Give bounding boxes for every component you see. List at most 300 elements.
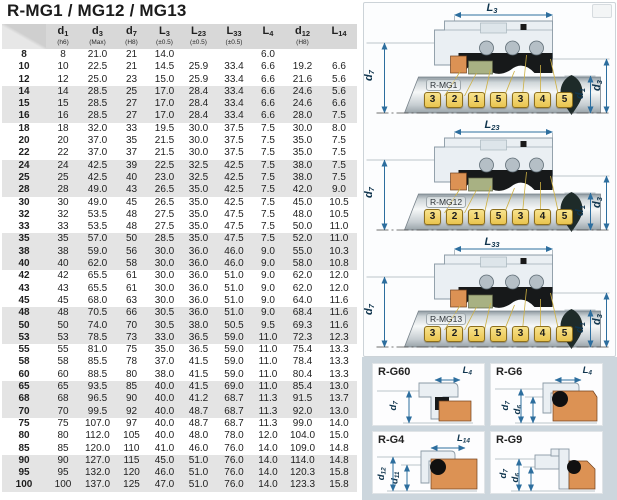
cell: 115 [115, 455, 148, 467]
cell: 45 [57, 294, 69, 306]
cell: 50 [115, 233, 148, 245]
cell: 125 [115, 479, 148, 491]
cell: 66 [115, 307, 148, 319]
cell: 92 [115, 406, 148, 418]
cell: 30.0 [148, 246, 181, 258]
cell: 7.5 [261, 122, 275, 134]
cell: 11.3 [252, 393, 284, 405]
cell: 36.0 [181, 307, 216, 319]
dim-label-d7: $d_7$ [387, 400, 400, 410]
cell: 24 [46, 160, 80, 172]
cell: 28.4 [181, 86, 216, 98]
detail-card-g60 [372, 363, 485, 426]
cell: 36.0 [188, 294, 209, 306]
cell: 35.0 [154, 344, 175, 356]
callout-chip: 5 [490, 326, 507, 342]
cell: 51.0 [216, 307, 252, 319]
cell: 120.0 [84, 442, 111, 454]
cell: 114.0 [284, 455, 321, 467]
row-label: 33 [18, 221, 30, 233]
cell: 50 [46, 320, 80, 332]
cell: 35.0 [181, 233, 216, 245]
cell: 38.0 [154, 368, 175, 380]
cell: 46.0 [188, 442, 209, 454]
cell: 35.0 [292, 147, 313, 159]
cell: 30.0 [154, 282, 175, 294]
cell: 38.0 [284, 160, 321, 172]
cell: 73 [115, 332, 148, 344]
cell: 120.3 [284, 467, 321, 479]
cell: 12.0 [329, 282, 349, 294]
cell: 25.9 [188, 61, 209, 73]
cell: 28.4 [181, 110, 216, 122]
cell: 11.0 [258, 356, 278, 368]
dim-label-d11: $d_{11}$ [389, 470, 402, 484]
dim-label-l23: $L_{23}$ [484, 119, 500, 132]
cell: 7.5 [321, 172, 357, 184]
row-label: 14 [2, 86, 46, 98]
row-label: 75 [18, 417, 30, 429]
row-label: 35 [2, 233, 46, 245]
cell: 14.0 [329, 417, 349, 429]
callout-chip: 3 [424, 209, 441, 225]
cell: 43 [115, 184, 148, 196]
cell: 68 [46, 393, 80, 405]
cell: 123.3 [284, 479, 321, 491]
cell: 53.5 [87, 208, 108, 220]
cell: 21 [125, 61, 138, 73]
cell: 7.5 [332, 135, 346, 147]
cell: 33.4 [216, 86, 252, 98]
cell: 65 [46, 381, 80, 393]
cell: 42 [57, 270, 69, 282]
cell: 30.0 [188, 135, 209, 147]
dim-label-d7: $d_7$ [362, 187, 376, 198]
cell: 27.5 [154, 208, 175, 220]
callout-chip: 1 [468, 326, 485, 342]
cell: 41.5 [188, 356, 209, 368]
cell: 7.5 [321, 110, 357, 122]
row-label: 43 [18, 282, 30, 294]
cell: 12.0 [329, 270, 349, 282]
cell: 32.0 [87, 122, 108, 134]
cell: 37 [125, 147, 138, 159]
cell: 13.0 [321, 406, 357, 418]
cell: 91.5 [284, 393, 321, 405]
table-row [2, 356, 357, 368]
cell: 93.5 [80, 381, 115, 393]
cell: 49.0 [87, 196, 108, 208]
cell: 63 [125, 294, 138, 306]
cell: 28.5 [80, 86, 115, 98]
cell: 8.0 [332, 122, 346, 134]
detail-card-g4 [372, 431, 485, 494]
cell: 37.0 [154, 356, 175, 368]
cell: 58.0 [284, 258, 321, 270]
cell: 21.6 [292, 73, 313, 85]
cell: 75 [57, 417, 69, 429]
cell: 49.0 [80, 184, 115, 196]
cell: 37.0 [87, 147, 108, 159]
cell: 30.0 [292, 122, 313, 134]
row-label: 22 [18, 147, 30, 159]
cell: 96.5 [80, 393, 115, 405]
cell: 59.0 [80, 246, 115, 258]
cell: 59.0 [224, 368, 244, 380]
cell: 37.5 [224, 135, 244, 147]
cell: 80 [57, 430, 69, 442]
row-label: 45 [18, 294, 30, 306]
callout-chip: 3 [424, 326, 441, 342]
table-row [2, 49, 357, 61]
cell: 33 [57, 221, 69, 233]
table-row [2, 369, 357, 381]
cell: 72.3 [284, 332, 321, 344]
cell: 120 [115, 467, 148, 479]
cell: 39 [115, 160, 148, 172]
cell: 78.4 [292, 356, 313, 368]
table-row [2, 332, 357, 344]
cell: 27 [115, 98, 148, 110]
cell: 7.5 [261, 208, 275, 220]
cell: 28.5 [80, 110, 115, 122]
cell: 12 [57, 73, 69, 85]
seat-cross-section-drawing [373, 375, 486, 425]
cell: 19.2 [292, 61, 313, 73]
table-row [2, 479, 357, 491]
callout-chip: 5 [556, 326, 573, 342]
cell: 58 [57, 356, 69, 368]
cell: 15 [46, 98, 80, 110]
cell: 38 [46, 246, 80, 258]
cell: 90 [115, 393, 148, 405]
cell: 10.3 [321, 246, 357, 258]
table-row [2, 110, 357, 122]
row-label: 90 [2, 455, 46, 467]
cell: 48.0 [292, 208, 313, 220]
cell: 58 [115, 258, 148, 270]
row-label: 68 [2, 393, 46, 405]
cell: 35 [46, 233, 80, 245]
cell: 11.0 [258, 368, 278, 380]
cell: 23 [125, 73, 138, 85]
table-row [2, 467, 357, 479]
callout-chip: 3 [424, 92, 441, 108]
row-label: 50 [2, 320, 46, 332]
cell: 33.4 [224, 61, 244, 73]
cell: 35.0 [292, 135, 313, 147]
cell: 7.5 [252, 160, 284, 172]
cell: 15.0 [329, 430, 349, 442]
cell: 9.0 [261, 294, 275, 306]
cell: 16 [46, 110, 80, 122]
cell: 137.0 [80, 479, 115, 491]
cell: 36.5 [181, 332, 216, 344]
row-label: 85 [18, 442, 30, 454]
cell: 10.5 [329, 196, 349, 208]
column-header: $L_{14}$ [321, 24, 357, 49]
cell: 95 [46, 467, 80, 479]
table-row [2, 320, 357, 332]
cell: 33.4 [216, 110, 252, 122]
cell: 25 [115, 86, 148, 98]
row-label: 15 [2, 98, 46, 110]
cell: 21 [125, 49, 138, 60]
cell: 35.0 [181, 184, 216, 196]
cell: 25.9 [188, 73, 209, 85]
seal-diagrams-card [363, 2, 616, 357]
cell: 40 [46, 258, 80, 270]
cell: 30.0 [188, 147, 209, 159]
cell: 40.0 [154, 417, 175, 429]
cell: 70 [46, 406, 80, 418]
dim-label-d7: $d_7$ [362, 70, 376, 81]
row-label: 65 [2, 381, 46, 393]
cell: 30.5 [148, 307, 181, 319]
row-label: 38 [2, 246, 46, 258]
cell: 6.6 [332, 61, 346, 73]
cell: 35.0 [188, 208, 209, 220]
cell: 69.0 [216, 381, 252, 393]
cell: 22.5 [87, 61, 108, 73]
cell: 11.6 [329, 294, 349, 306]
cell: 68.0 [87, 294, 108, 306]
cell: 70 [115, 320, 148, 332]
cell: 11.0 [252, 381, 284, 393]
cell: 48 [125, 221, 138, 233]
cell: 30.5 [148, 320, 181, 332]
table-row [2, 98, 357, 110]
cell [321, 49, 357, 61]
cell: 38.0 [284, 172, 321, 184]
cell: 26.5 [154, 196, 175, 208]
dim-label-l4: $L_4$ [582, 365, 592, 377]
cell: 41.5 [188, 368, 209, 380]
dim-label-d3: $d_3$ [590, 197, 604, 208]
table-row [2, 430, 357, 442]
cell: 52.0 [284, 233, 321, 245]
cell: 35.0 [188, 221, 209, 233]
cell: 75.4 [292, 344, 313, 356]
table-row [2, 381, 357, 393]
dim-label-d1: $d_1$ [573, 205, 587, 216]
detail-card-g6 [490, 363, 603, 426]
cell: 36.0 [181, 258, 216, 270]
cell: 28.4 [181, 98, 216, 110]
cell: 10.8 [321, 258, 357, 270]
cell: 24.6 [284, 86, 321, 98]
cell: 7.5 [261, 196, 275, 208]
cell: 64.0 [292, 294, 313, 306]
cell: 51.0 [224, 270, 244, 282]
cell: 99.5 [80, 406, 115, 418]
cell: 30.0 [154, 270, 175, 282]
cell: 6.6 [252, 110, 284, 122]
cell: 47.5 [224, 208, 244, 220]
callout-chip: 5 [556, 209, 573, 225]
cell: 20 [57, 135, 69, 147]
seal-diagram-mg1 [364, 3, 615, 120]
cell: 11.3 [252, 406, 284, 418]
cell: 47.0 [148, 479, 181, 491]
callout-chip: 2 [446, 326, 463, 342]
cell: 68.7 [216, 406, 252, 418]
callout-chip: 3 [512, 92, 529, 108]
cell: 33.0 [148, 332, 181, 344]
dim-label-d1: $d_1$ [573, 322, 587, 333]
cell: 9.0 [261, 282, 275, 294]
cell: 69.3 [284, 320, 321, 332]
cell: 13.3 [329, 344, 349, 356]
cell: 40.0 [148, 381, 181, 393]
cell: 41.5 [181, 381, 216, 393]
row-label: 55 [18, 344, 30, 356]
cell: 53 [46, 332, 80, 344]
dim-label-d12: $d_{12}$ [375, 466, 388, 480]
dim-label-l3: $L_3$ [486, 2, 498, 15]
table-row [2, 74, 357, 86]
cell: 17.0 [148, 86, 181, 98]
cell: 15.0 [154, 73, 175, 85]
callout-chip: 4 [534, 209, 551, 225]
cell: 55.0 [284, 246, 321, 258]
cell: 7.5 [332, 147, 346, 159]
cell: 47.5 [224, 221, 244, 233]
table-row [2, 258, 357, 270]
cell: 59.0 [224, 356, 244, 368]
cell: 70.5 [80, 307, 115, 319]
cell: 38.0 [181, 320, 216, 332]
cell: 76.0 [224, 442, 244, 454]
cell: 32 [57, 208, 69, 220]
table-row [2, 86, 357, 98]
cell: 13.3 [329, 356, 349, 368]
row-label: 18 [18, 122, 30, 134]
row-label: 12 [18, 73, 30, 85]
seal-diagram-mg12 [364, 120, 615, 237]
cell: 14.0 [258, 442, 278, 454]
cell: 68.4 [284, 307, 321, 319]
row-label: 32 [18, 208, 30, 220]
table-row [2, 418, 357, 430]
row-label: 42 [18, 270, 30, 282]
cell: 62.0 [292, 282, 313, 294]
callout-chip: 2 [446, 209, 463, 225]
cell: 51.0 [224, 282, 244, 294]
cell: 6.6 [261, 73, 275, 85]
cell: 112.0 [85, 430, 110, 442]
cell: 41.0 [154, 442, 175, 454]
cell: 51.0 [181, 467, 216, 479]
cell: 37.0 [87, 135, 108, 147]
row-label: 70 [2, 406, 46, 418]
cell: 62.0 [292, 270, 313, 282]
cell: 45 [125, 196, 138, 208]
column-header: $L_3$ (±0.5) [148, 24, 181, 49]
cell: 85 [115, 381, 148, 393]
cell: 85 [57, 442, 69, 454]
cell: 92.0 [284, 406, 321, 418]
cell: 48.7 [181, 406, 216, 418]
cell: 9.0 [252, 246, 284, 258]
cell: 59.0 [224, 344, 244, 356]
callout-chip: 1 [468, 92, 485, 108]
cell: 51.0 [224, 294, 244, 306]
cell: 6.6 [261, 61, 275, 73]
cell: 22.5 [148, 160, 181, 172]
cell: 68.7 [216, 393, 252, 405]
dim-label-l14: $L_{14}$ [456, 433, 470, 445]
table-row [2, 295, 357, 307]
column-header: $d_1$ (h6) [46, 24, 80, 49]
cell: 42.5 [216, 184, 252, 196]
cell: 59.0 [216, 332, 252, 344]
cell: 9.0 [261, 270, 275, 282]
cell: 78 [125, 356, 138, 368]
cell: 9.0 [252, 258, 284, 270]
table-row [2, 344, 357, 356]
dim-label-l33: $L_{33}$ [484, 236, 500, 249]
cell: 14.8 [321, 455, 357, 467]
dim-label-d7: $d_7$ [497, 468, 510, 478]
table-row [2, 270, 357, 282]
cell: 7.5 [321, 160, 357, 172]
column-header: $L_{23}$ (±0.5) [181, 24, 216, 49]
cell: 46.0 [216, 258, 252, 270]
cell: 36.0 [188, 282, 209, 294]
cell: 26.5 [148, 184, 181, 196]
cell: 78.5 [80, 332, 115, 344]
cell: 12.0 [258, 430, 278, 442]
diagram-label: R-MG13 [426, 313, 466, 325]
cell: 25 [46, 172, 80, 184]
cell: 8 [60, 49, 66, 60]
cell: 97 [125, 417, 138, 429]
cell: 19.5 [154, 122, 175, 134]
cell: 17.0 [148, 98, 181, 110]
dim-label-d6: $d_6$ [511, 404, 524, 414]
cell: 51.0 [181, 455, 216, 467]
cell: 42.5 [216, 160, 252, 172]
cell: 24.6 [284, 98, 321, 110]
cell: 104.0 [289, 430, 316, 442]
table-row [2, 123, 357, 135]
cell: 41.2 [181, 393, 216, 405]
cell: 7.5 [261, 147, 275, 159]
callout-chips [424, 209, 573, 225]
cell: 61 [125, 270, 138, 282]
cell: 15.8 [321, 467, 357, 479]
row-label: 100 [2, 479, 46, 491]
cell: 50.0 [292, 221, 313, 233]
cell: 18 [57, 122, 69, 134]
dimension-table [2, 24, 357, 492]
cell: 13.3 [329, 368, 349, 380]
cell: 50.5 [216, 320, 252, 332]
cell: 15.8 [321, 479, 357, 491]
cell: 5.6 [332, 73, 346, 85]
cell: 30.0 [148, 258, 181, 270]
seat-cross-section-drawing [491, 443, 604, 493]
cell: 35.0 [188, 196, 209, 208]
cell: 80 [125, 368, 138, 380]
cell: 109.0 [289, 442, 316, 454]
page-title: R-MG1 / MG12 / MG13 [7, 1, 187, 20]
cell: 21.5 [154, 147, 175, 159]
cell: 14.0 [252, 479, 284, 491]
cell: 28.5 [148, 233, 181, 245]
cell: 9.0 [321, 184, 357, 196]
